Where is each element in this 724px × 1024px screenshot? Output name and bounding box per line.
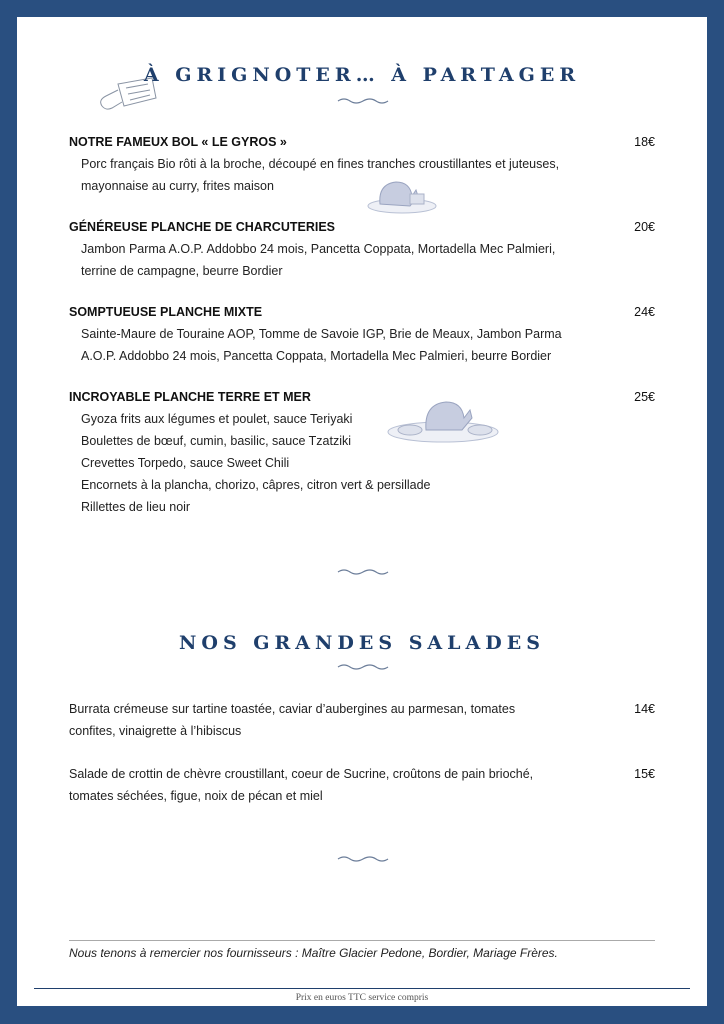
- menu-item-price: 25€: [634, 390, 655, 404]
- ornament-divider-icon: [336, 855, 390, 863]
- menu-item-title: NOTRE FAMEUX BOL « LE GYROS »: [69, 135, 287, 149]
- description-line: Burrata crémeuse sur tartine toastée, caviar d’aubergines au parmesan, tomates: [69, 702, 516, 716]
- menu-item-title: GÉNÉREUSE PLANCHE DE CHARCUTERIES: [69, 220, 336, 234]
- description-line: Salade de crottin de chèvre croustillant, coeur de Sucrine, croûtons de pain brioché,: [69, 767, 534, 781]
- description-line: confites, vinaigrette à l’hibiscus: [69, 724, 242, 738]
- salad-description: [69, 698, 589, 742]
- description-line: Crevettes Torpedo, sauce Sweet Chili: [81, 456, 290, 470]
- salad-description: [69, 763, 589, 807]
- menu-item-description: [81, 238, 555, 282]
- menu-item-description: [81, 153, 559, 197]
- description-line: Jambon Parma A.O.P. Addobbo 24 mois, Pancetta Coppata, Mortadella Mec Palmieri,: [81, 242, 556, 256]
- description-line: Rillettes de lieu noir: [81, 500, 191, 514]
- menu-item-description: [81, 408, 430, 518]
- menu-item-title: SOMPTUEUSE PLANCHE MIXTE: [69, 305, 263, 319]
- suppliers-thanks: Nous tenons à remercier nos fournisseurs : Maître Glacier Pedone, Bordier, Mariage Frères.: [69, 946, 558, 960]
- salad-price: 15€: [634, 767, 655, 781]
- description-line: Porc français Bio rôti à la broche, découpé en fines tranches croustillantes et juteuses,: [81, 157, 560, 171]
- menu-item-price: 20€: [634, 220, 655, 234]
- roast-platter-icon: [366, 178, 438, 216]
- description-line: Gyoza frits aux légumes et poulet, sauce Teriyaki: [81, 412, 353, 426]
- price-footer-note: Prix en euros TTC service compris: [295, 993, 429, 1003]
- menu-item-price: 18€: [634, 135, 655, 149]
- menu-item-price: 24€: [634, 305, 655, 319]
- description-line: mayonnaise au curry, frites maison: [81, 179, 274, 193]
- description-line: tomates séchées, figue, noix de pécan et miel: [69, 789, 323, 803]
- ornament-divider-icon: [336, 663, 390, 671]
- section-title-salades: NOS GRANDES SALADES: [179, 632, 545, 654]
- ornament-divider-icon: [336, 568, 390, 576]
- menu-item-description: [81, 323, 562, 367]
- ornament-divider-icon: [336, 97, 390, 105]
- description-line: Boulettes de bœuf, cumin, basilic, sauce Tzatziki: [81, 434, 352, 448]
- section-title-grignoter: À GRIGNOTER… À PARTAGER: [143, 64, 581, 86]
- divider: [69, 940, 655, 941]
- description-line: Sainte-Maure de Touraine AOP, Tomme de Savoie IGP, Brie de Meaux, Jambon Parma: [81, 327, 562, 341]
- salad-price: 14€: [634, 702, 655, 716]
- description-line: Encornets à la plancha, chorizo, câpres, citron vert & persillade: [81, 478, 431, 492]
- menu-item-title: INCROYABLE PLANCHE TERRE ET MER: [69, 390, 311, 404]
- footer-divider: [34, 988, 690, 989]
- description-line: terrine de campagne, beurre Bordier: [81, 264, 283, 278]
- description-line: A.O.P. Addobbo 24 mois, Pancetta Coppata, Mortadella Mec Palmieri, beurre Bordier: [81, 349, 552, 363]
- seafood-platter-icon: [386, 396, 500, 446]
